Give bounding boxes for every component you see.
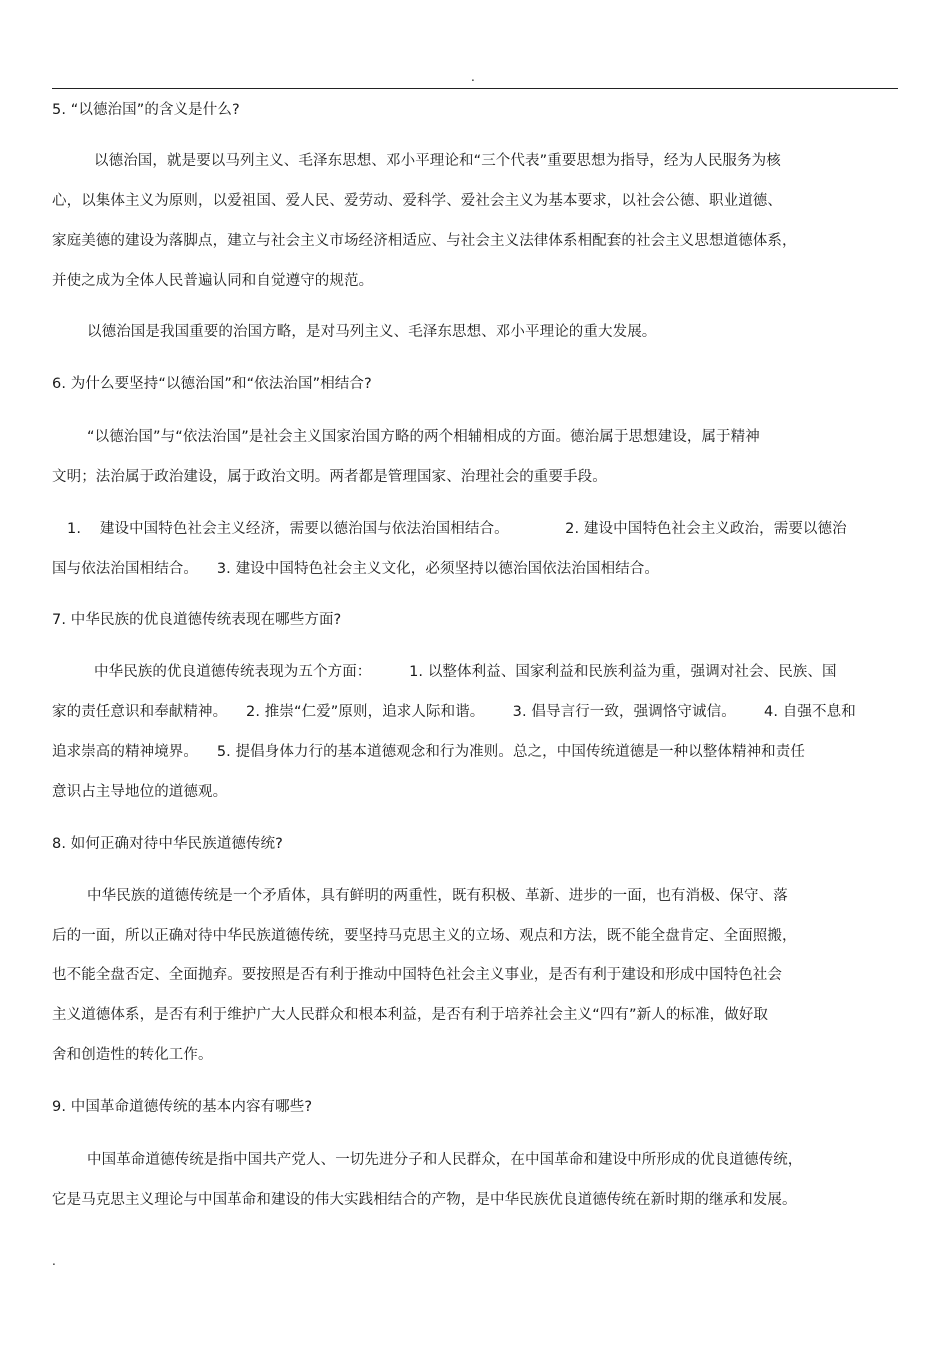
section-5-heading: 5. “以德治国”的含义是什么? [52,102,240,118]
paragraph-line: 国与依法治国相结合。 3. 建设中国特色社会主义文化，必须坚持以德治国依法治国相结合。 [52,561,659,577]
paragraph-line: 并使之成为全体人民普遍认同和自觉遵守的规范。 [52,273,374,289]
paragraph-line: 中华民族的道德传统是一个矛盾体，具有鲜明的两重性，既有积极、革新、进步的一面，也有消极、保守、落 [87,888,788,904]
paragraph-line: “以德治国”与“依法治国”是社会主义国家治国方略的两个相辅相成的方面。德治属于思想建设，属于精神 [87,429,760,445]
paragraph-line: 主义道德体系，是否有利于维护广大人民群众和根本利益，是否有利于培养社会主义“四有”新人的标准，做好取 [52,1007,769,1023]
paragraph-line: 舍和创造性的转化工作。 [52,1047,213,1063]
footer-mark: . [52,1254,56,1268]
paragraph-line: 家的责任意识和奉献精神。 2. 推崇“仁爱”原则，追求人际和谐。 3. 倡导言行一致，强调恪守诚信。 4. 自强不息和 [52,704,856,720]
header-mark: . [471,70,475,84]
paragraph-line: 意识占主导地位的道德观。 [52,784,228,800]
section-6-heading: 6. 为什么要坚持“以德治国”和“依法治国”相结合? [52,376,372,392]
paragraph-line: 以德治国是我国重要的治国方略，是对马列主义、毛泽东思想、邓小平理论的重大发展。 [87,324,657,340]
paragraph-line: 也不能全盘否定、全面抛弃。要按照是否有利于推动中国特色社会主义事业，是否有利于建设和形成中国特色社会 [52,967,782,983]
section-7-heading: 7. 中华民族的优良道德传统表现在哪些方面? [52,612,342,628]
paragraph-line: 后的一面，所以正确对待中华民族道德传统，要坚持马克思主义的立场、观点和方法，既不能全盘肯定、全面照搬， [52,928,797,944]
paragraph-line: 中华民族的优良道德传统表现为五个方面： 1. 以整体利益、国家利益和民族利益为重，强调对社会、民族、国 [94,664,837,680]
paragraph-line: 1. 建设中国特色社会主义经济，需要以德治国与依法治国相结合。 2. 建设中国特色社会主义政治，需要以德治 [67,521,847,537]
paragraph-line: 家庭美德的建设为落脚点，建立与社会主义市场经济相适应、与社会主义法律体系相配套的社会主义思想道德体系， [52,233,797,249]
paragraph-line: 它是马克思主义理论与中国革命和建设的伟大实践相结合的产物，是中华民族优良道德传统在新时期的继承和发展。 [52,1192,797,1208]
paragraph-line: 文明；法治属于政治建设，属于政治文明。两者都是管理国家、治理社会的重要手段。 [52,469,607,485]
section-8-heading: 8. 如何正确对待中华民族道德传统? [52,836,283,852]
section-9-heading: 9. 中国革命道德传统的基本内容有哪些? [52,1099,313,1115]
paragraph-line: 中国革命道德传统是指中国共产党人、一切先进分子和人民群众，在中国革命和建设中所形成的优良道德传统， [87,1152,803,1168]
paragraph-line: 追求崇高的精神境界。 5. 提倡身体力行的基本道德观念和行为准则。总之，中国传统道德是一种以整体精神和责任 [52,744,805,760]
paragraph-line: 心，以集体主义为原则，以爱祖国、爱人民、爱劳动、爱科学、爱社会主义为基本要求，以社会公德、职业道德、 [52,193,782,209]
paragraph-line: 以德治国，就是要以马列主义、毛泽东思想、邓小平理论和“三个代表”重要思想为指导，经为人民服务为核 [94,153,781,169]
header-rule [52,88,898,89]
